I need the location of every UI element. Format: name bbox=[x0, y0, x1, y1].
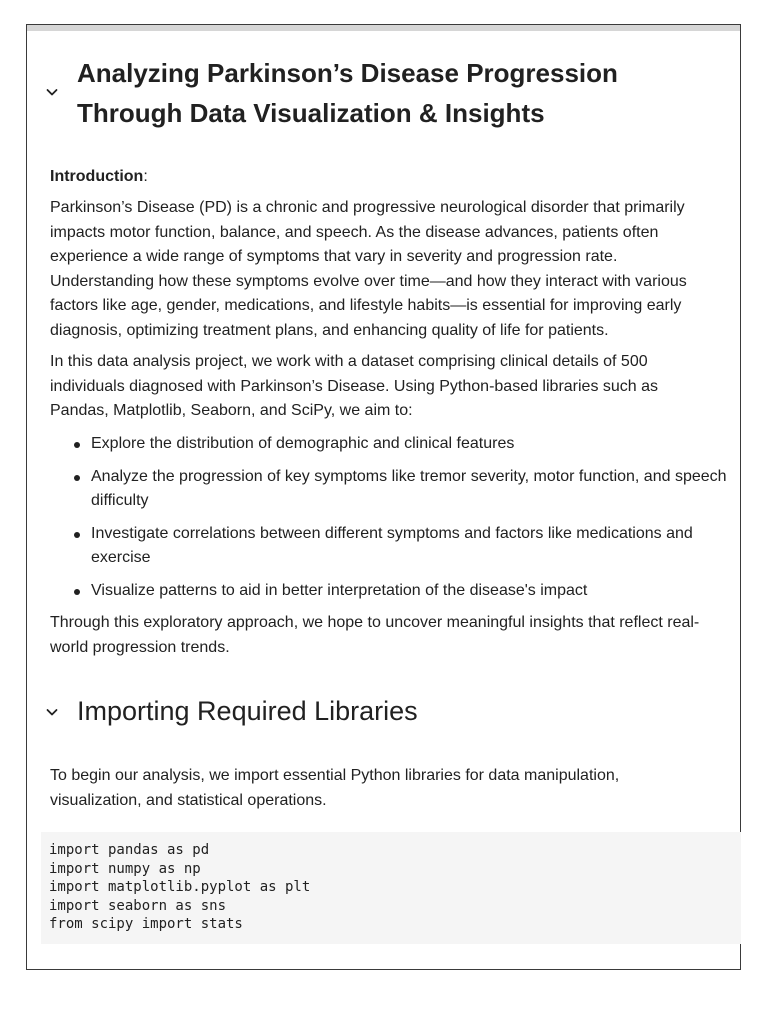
code-cell[interactable] bbox=[41, 832, 741, 944]
code-line: import seaborn as sns bbox=[49, 897, 227, 914]
list-item: Investigate correlations between different symptoms and factors like medications and exercise bbox=[91, 522, 730, 571]
intro-paragraph-3-text: Through this exploratory approach, we hope to uncover meaningful insights that reflect real-world progression trends. bbox=[50, 614, 700, 656]
code-line: from scipy import stats bbox=[49, 916, 243, 932]
intro-paragraph-1-text: Parkinson’s Disease (PD) is a chronic and progressive neurological disorder that primarily impacts motor function, balance, and speech. As the disease advances, patients often experience a wide range of symptoms that vary in severity and progression rate. Understanding how these symptoms evolve over time—and how they interact with various factors like age, gender, medications, and lifestyle habits—is essential for improving early diagnosis, optimizing treatment plans, and enhancing quality of life for patients. bbox=[50, 199, 687, 339]
intro-paragraph-3 bbox=[50, 611, 710, 660]
page-title: Analyzing Parkinson’s Disease Progression Through Data Visualization & Insights bbox=[77, 58, 618, 128]
list-item: Visualize patterns to aid in better interpretation of the disease's impact bbox=[91, 579, 730, 604]
intro-paragraph-2-text: In this data analysis project, we work with a dataset comprising clinical details of 500 individuals diagnosed with Parkinson’s Disease. Using Python-based libraries such as Pandas, Matplotlib, Seaborn, and SciPy, we aim to: bbox=[50, 353, 659, 419]
list-item: Analyze the progression of key symptoms like tremor severity, motor function, and speech difficulty bbox=[91, 465, 730, 514]
notebook-panel bbox=[26, 24, 741, 970]
intro-paragraph-2 bbox=[50, 350, 710, 424]
code-line: import numpy as np bbox=[49, 860, 201, 877]
intro-label-suffix: : bbox=[143, 168, 148, 185]
section-heading-libraries: Importing Required Libraries bbox=[77, 696, 418, 726]
intro-label: Introduction bbox=[50, 168, 144, 185]
code-line: import pandas as pd bbox=[49, 842, 210, 858]
list-item: Explore the distribution of demographic and clinical features bbox=[91, 432, 730, 457]
aims-list bbox=[50, 432, 730, 611]
intro-label-line bbox=[50, 165, 710, 190]
panel-top-strip bbox=[27, 25, 740, 31]
code-line: import matplotlib.pyplot as plt bbox=[49, 879, 311, 895]
chevron-down-icon[interactable] bbox=[44, 84, 60, 100]
intro-paragraph-1 bbox=[50, 196, 710, 343]
libraries-paragraph-text: To begin our analysis, we import essential Python libraries for data manipulation, visualization, and statistical operations. bbox=[50, 767, 620, 809]
libraries-paragraph bbox=[50, 764, 710, 813]
chevron-down-icon[interactable] bbox=[44, 704, 60, 720]
